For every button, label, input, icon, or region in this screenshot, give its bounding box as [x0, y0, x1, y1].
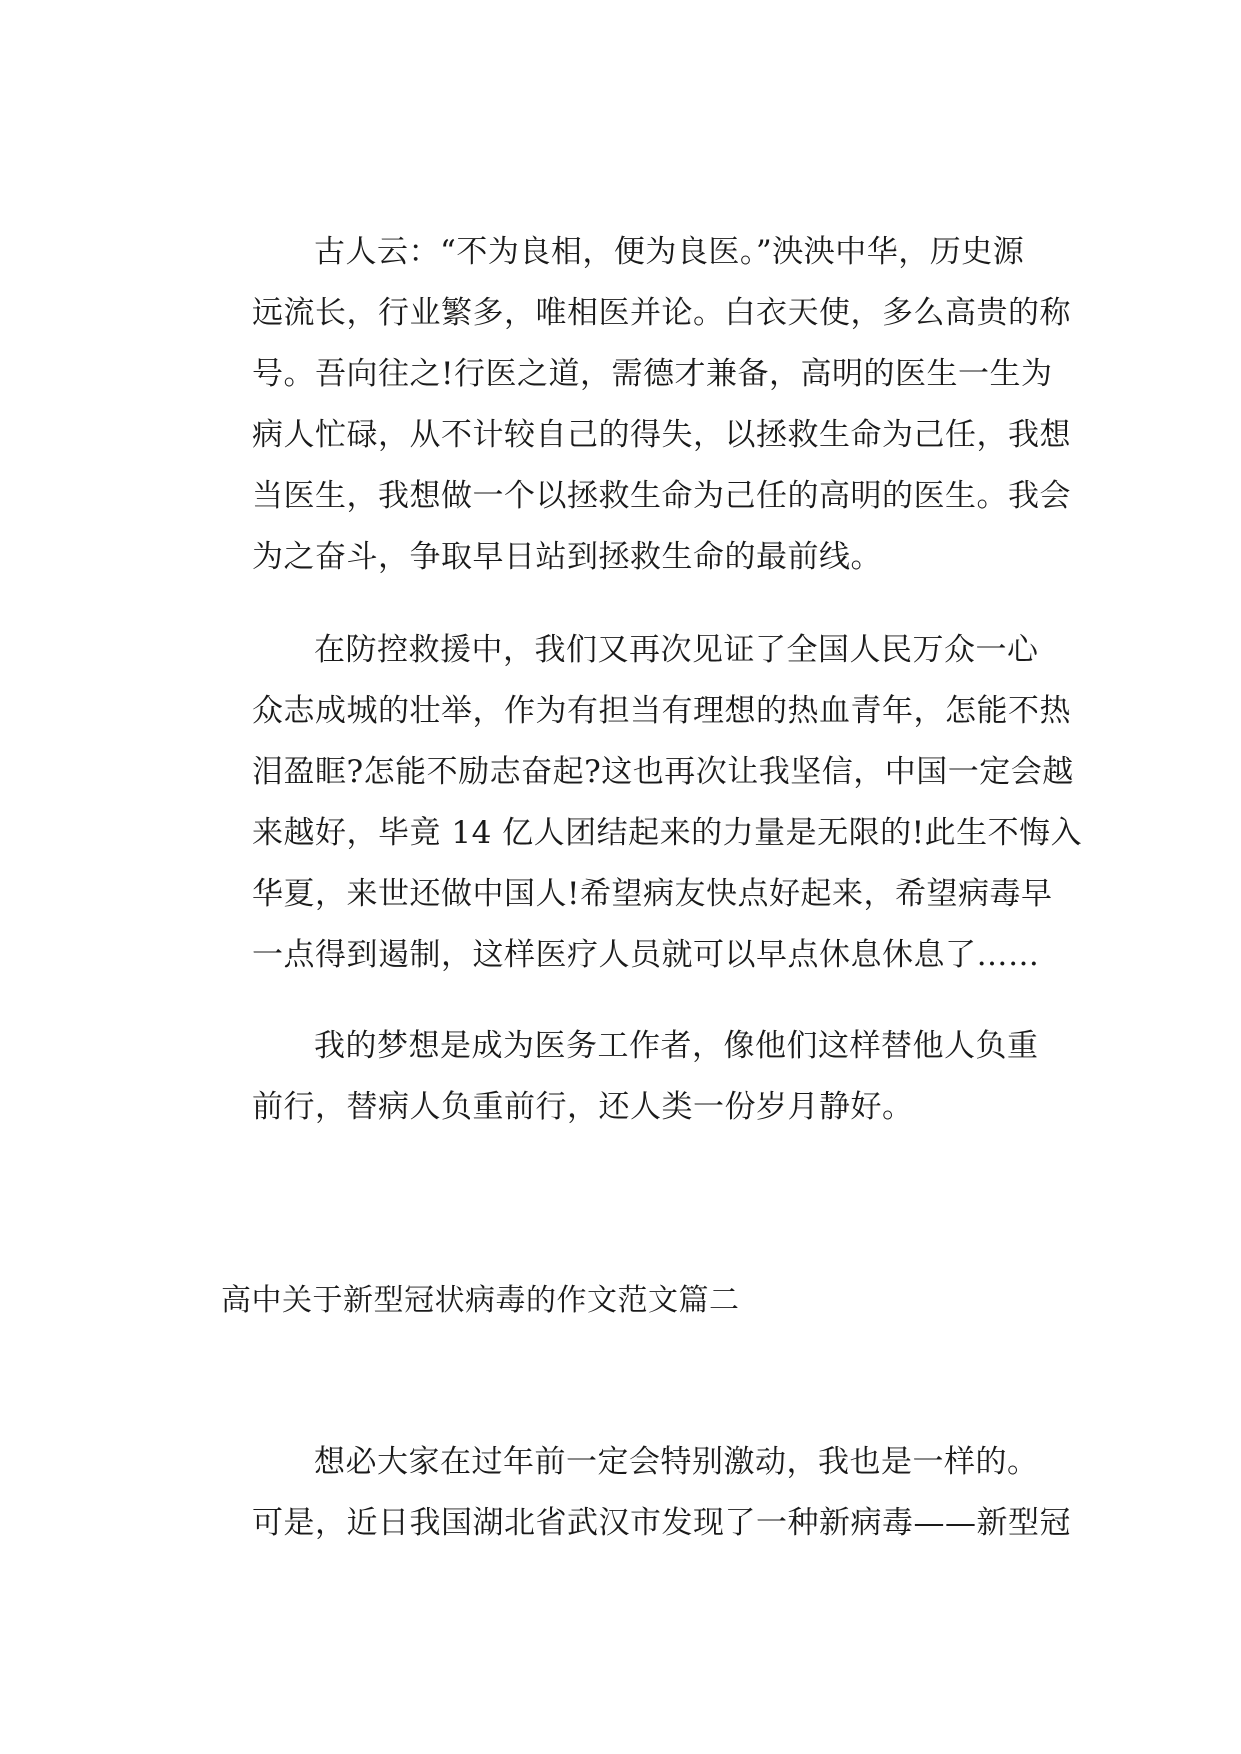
text-line: 古人云：“不为良相，便为良医。”泱泱中华，历史源: [314, 234, 1025, 270]
paragraph-epidemic-response: [190, 620, 1083, 986]
section-heading: 高中关于新型冠状病毒的作文范文篇二: [221, 1283, 740, 1318]
text-line: 我的梦想是成为医务工作者，像他们这样替他人负重: [314, 1028, 1039, 1064]
text-line: 当医生，我想做一个以拯救生命为己任的高明的医生。我会: [252, 478, 1071, 514]
text-line: 前行，替病人负重前行，还人类一份岁月静好。: [252, 1089, 914, 1125]
paragraph-ancient-saying: [190, 222, 1071, 588]
text-line: 想必大家在过年前一定会特别激动，我也是一样的。: [314, 1444, 1039, 1480]
text-line: 病人忙碌，从不计较自己的得失，以拯救生命为己任，我想: [252, 417, 1071, 453]
paragraph-new-virus: [190, 1432, 1071, 1554]
paragraph-my-dream: [190, 1016, 1052, 1138]
text-line: 来越好，毕竟 14 亿人团结起来的力量是无限的!此生不悔入: [252, 815, 1083, 851]
text-line: 号。吾向往之!行医之道，需德才兼备，高明的医生一生为: [252, 356, 1053, 392]
text-line: 华夏，来世还做中国人!希望病友快点好起来，希望病毒早: [252, 876, 1053, 912]
text-line: 远流长，行业繁多，唯相医并论。白衣天使，多么高贵的称: [252, 295, 1071, 331]
text-line: 为之奋斗，争取早日站到拯救生命的最前线。: [252, 539, 882, 575]
text-line: 一点得到遏制，这样医疗人员就可以早点休息休息了……: [252, 937, 1040, 973]
text-line: 泪盈眶?怎能不励志奋起?这也再次让我坚信，中国一定会越: [252, 754, 1074, 790]
text-line: 可是，近日我国湖北省武汉市发现了一种新病毒——新型冠: [252, 1505, 1071, 1541]
text-line: 众志成城的壮举，作为有担当有理想的热血青年，怎能不热: [252, 693, 1071, 729]
text-line: 在防控救援中，我们又再次见证了全国人民万众一心: [314, 632, 1039, 668]
